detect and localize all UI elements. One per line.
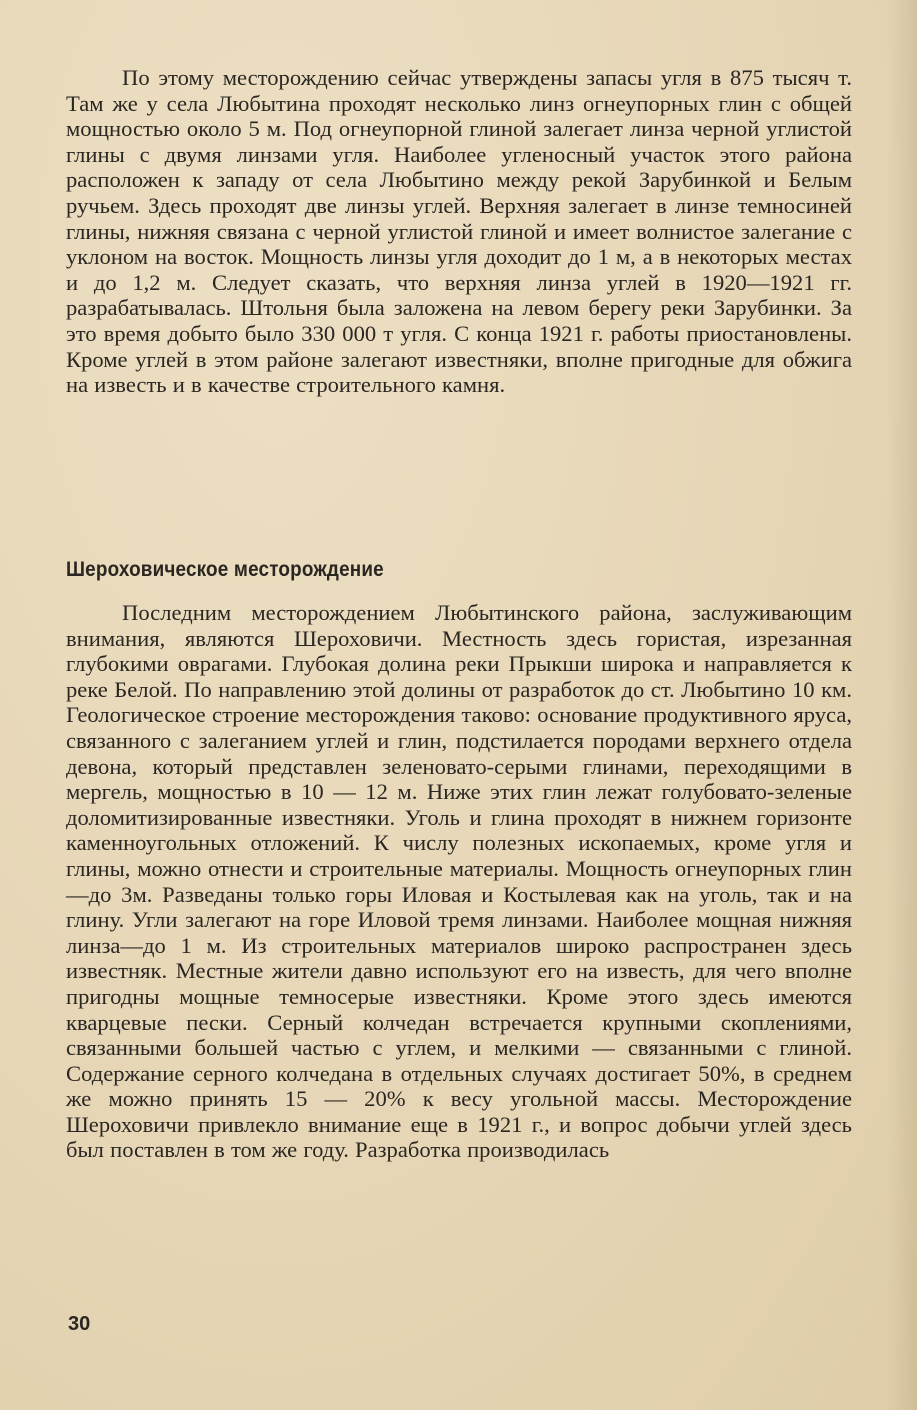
paragraph-1: По этому месторождению сейчас утверждены запасы угля в 875 тысяч т. Там же у села Любытина проходят несколько линз огнеупорных глин с общей мощностью около 5 м. Под огнеупорной глиной залегает линза черной углистой глины с двумя линзами угля. Наиболее угленосный участок этого района расположен к западу от села Любытино между рекой Зарубинкой и Белым ручьем. Здесь проходят две линзы углей. Верхняя залегает в линзе темносиней глины, нижняя связана с черной углистой глиной и имеет волнистое залегание с уклоном на восток. Мощность линзы угля доходит до 1 м, а в некоторых местах и до 1,2 м. Следует сказать, что верхняя линза углей в 1920—1921 гг. разрабатывалась. Штольня была заложена на левом берегу реки Зарубинки. За это время добыто было 330 000 т угля. С конца 1921 г. работы приостановлены. Кроме углей в этом районе залегают известняки, вполне пригодные для обжига на известь и в качестве строительного камня. bbox=[66, 65, 852, 398]
page-number: 30 bbox=[68, 1313, 91, 1335]
section-heading: Шероховическое месторождение bbox=[66, 558, 384, 581]
page-edge-shadow bbox=[887, 0, 917, 1410]
paragraph-2: Последним месторождением Любытинского района, заслуживающим внимания, являются Шероховичи. Местность здесь гористая, изрезанная глубокими оврагами. Глубокая долина реки Прыкши широка и направляется к реке Белой. По направлению этой долины от разработок до ст. Любытино 10 км. Геологическое строение месторождения таково: основание продуктивного яруса, связанного с залеганием углей и глин, подстилается породами верхнего отдела девона, который представлен зеленовато-серыми глинами, переходящими в мергель, мощностью в 10 — 12 м. Ниже этих глин лежат голубовато-зеленые доломитизированные известняки. Уголь и глина проходят в нижнем горизонте каменноугольных отложений. К числу полезных ископаемых, кроме угля и глины, можно отнести и строительные материалы. Мощность огнеупорных глин —до 3м. Разведаны только горы Иловая и Костылевая как на уголь, так и на глину. Угли залегают на горе Иловой тремя линзами. Наиболее мощная нижняя линза—до 1 м. Из строительных материалов широко распространен здесь известняк. Местные жители давно используют его на известь, для чего вполне пригодны мощные темносерые известняки. Кроме этого здесь имеются кварцевые пески. Серный колчедан встречается крупными скоплениями, связанными большей частью с углем, и мелкими — связанными с глиной. Содержание серного колчедана в отдельных случаях достигает 50%, в среднем же можно принять 15 — 20% к весу угольной массы. Месторождение Шероховичи привлекло внимание еще в 1921 г., и вопрос добычи углей здесь был поставлен в том же году. Разработка производилась bbox=[66, 600, 852, 1163]
